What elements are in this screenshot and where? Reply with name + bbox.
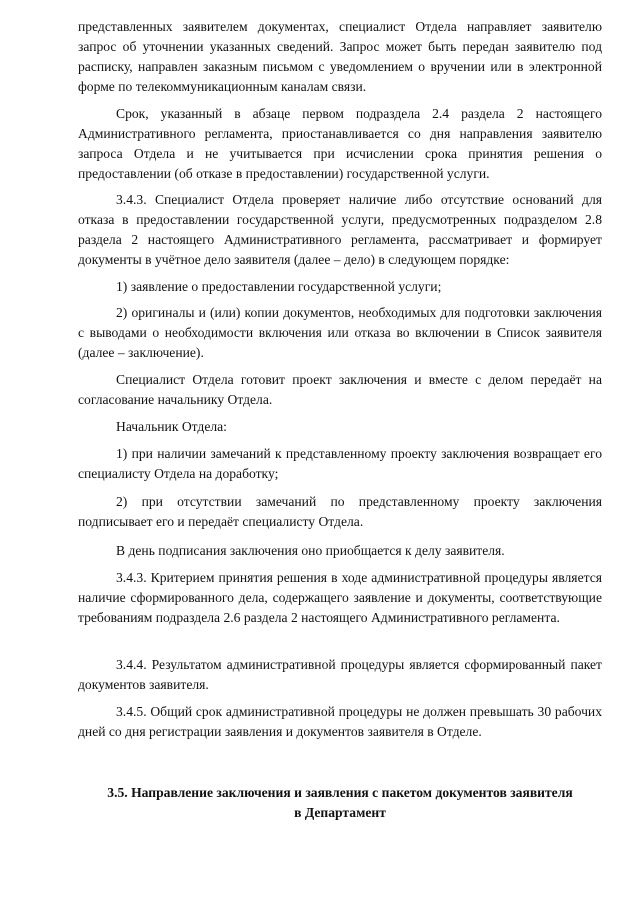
paragraph-signing-day: В день подписания заключения оно приобщается к делу заявителя. (116, 543, 505, 558)
section-heading (78, 783, 602, 823)
paragraph-3-4-3-check: 3.4.3. Специалист Отдела проверяет наличие либо отсутствие оснований для отказа в предоставлении государственной услуги, предусмотренных подразделом 2.8 раздела 2 настоящего Административного регламента, рассматривает и формирует документы в учётное дело заявителя (далее – дело) в следующем порядке: (78, 192, 602, 267)
list-item-application: 1) заявление о предоставлении государственной услуги; (116, 279, 442, 294)
list-item-remarks: 1) при наличии замечаний к представленному проекту заключения возвращает его специалисту Отдела на доработку; (78, 446, 602, 481)
paragraph-department-head: Начальник Отдела: (116, 419, 227, 434)
section-heading-line2: в Департамент (294, 805, 386, 820)
paragraph-request-clarification: представленных заявителем документах, специалист Отдела направляет заявителю запрос об уточнении указанных сведений. Запрос может быть передан заявителю под расписку, направлен заказным письмом с уведомлением о вручении или в электронной форме по телекоммуникационным каналам связи. (78, 19, 602, 94)
paragraph-procedure-result: 3.4.4. Результатом административной процедуры является сформированный пакет документов заявителя. (78, 657, 602, 692)
paragraph-decision-criterion: 3.4.3. Критерием принятия решения в ходе административной процедуры является наличие сформированного дела, содержащего заявление и документы, соответствующие требованиям подраздела 2.6 раздела 2 настоящего Административного регламента. (78, 570, 602, 625)
list-item-no-remarks: 2) при отсутствии замечаний по представленному проекту заключения подписывает его и передаёт специалисту Отдела. (78, 494, 602, 529)
paragraph-term-suspension: Срок, указанный в абзаце первом подраздела 2.4 раздела 2 настоящего Административного регламента, приостанавливается со дня направления заявителю запроса Отдела и не учитывается при исчислении срока принятия решения о предоставлении (об отказе в предоставлении) государственной услуги. (78, 106, 602, 181)
list-item-documents: 2) оригиналы и (или) копии документов, необходимых для подготовки заключения с выводами о необходимости включения или отказа во включении в Список заявителя (далее – заключение). (78, 305, 602, 360)
paragraph-draft-conclusion: Специалист Отдела готовит проект заключения и вместе с делом передаёт на согласование начальнику Отдела. (78, 372, 602, 407)
paragraph-total-term: 3.4.5. Общий срок административной процедуры не должен превышать 30 рабочих дней со дня регистрации заявления и документов заявителя в Отделе. (78, 704, 602, 739)
section-heading-line1: 3.5. Направление заключения и заявления с пакетом документов заявителя (107, 785, 573, 800)
